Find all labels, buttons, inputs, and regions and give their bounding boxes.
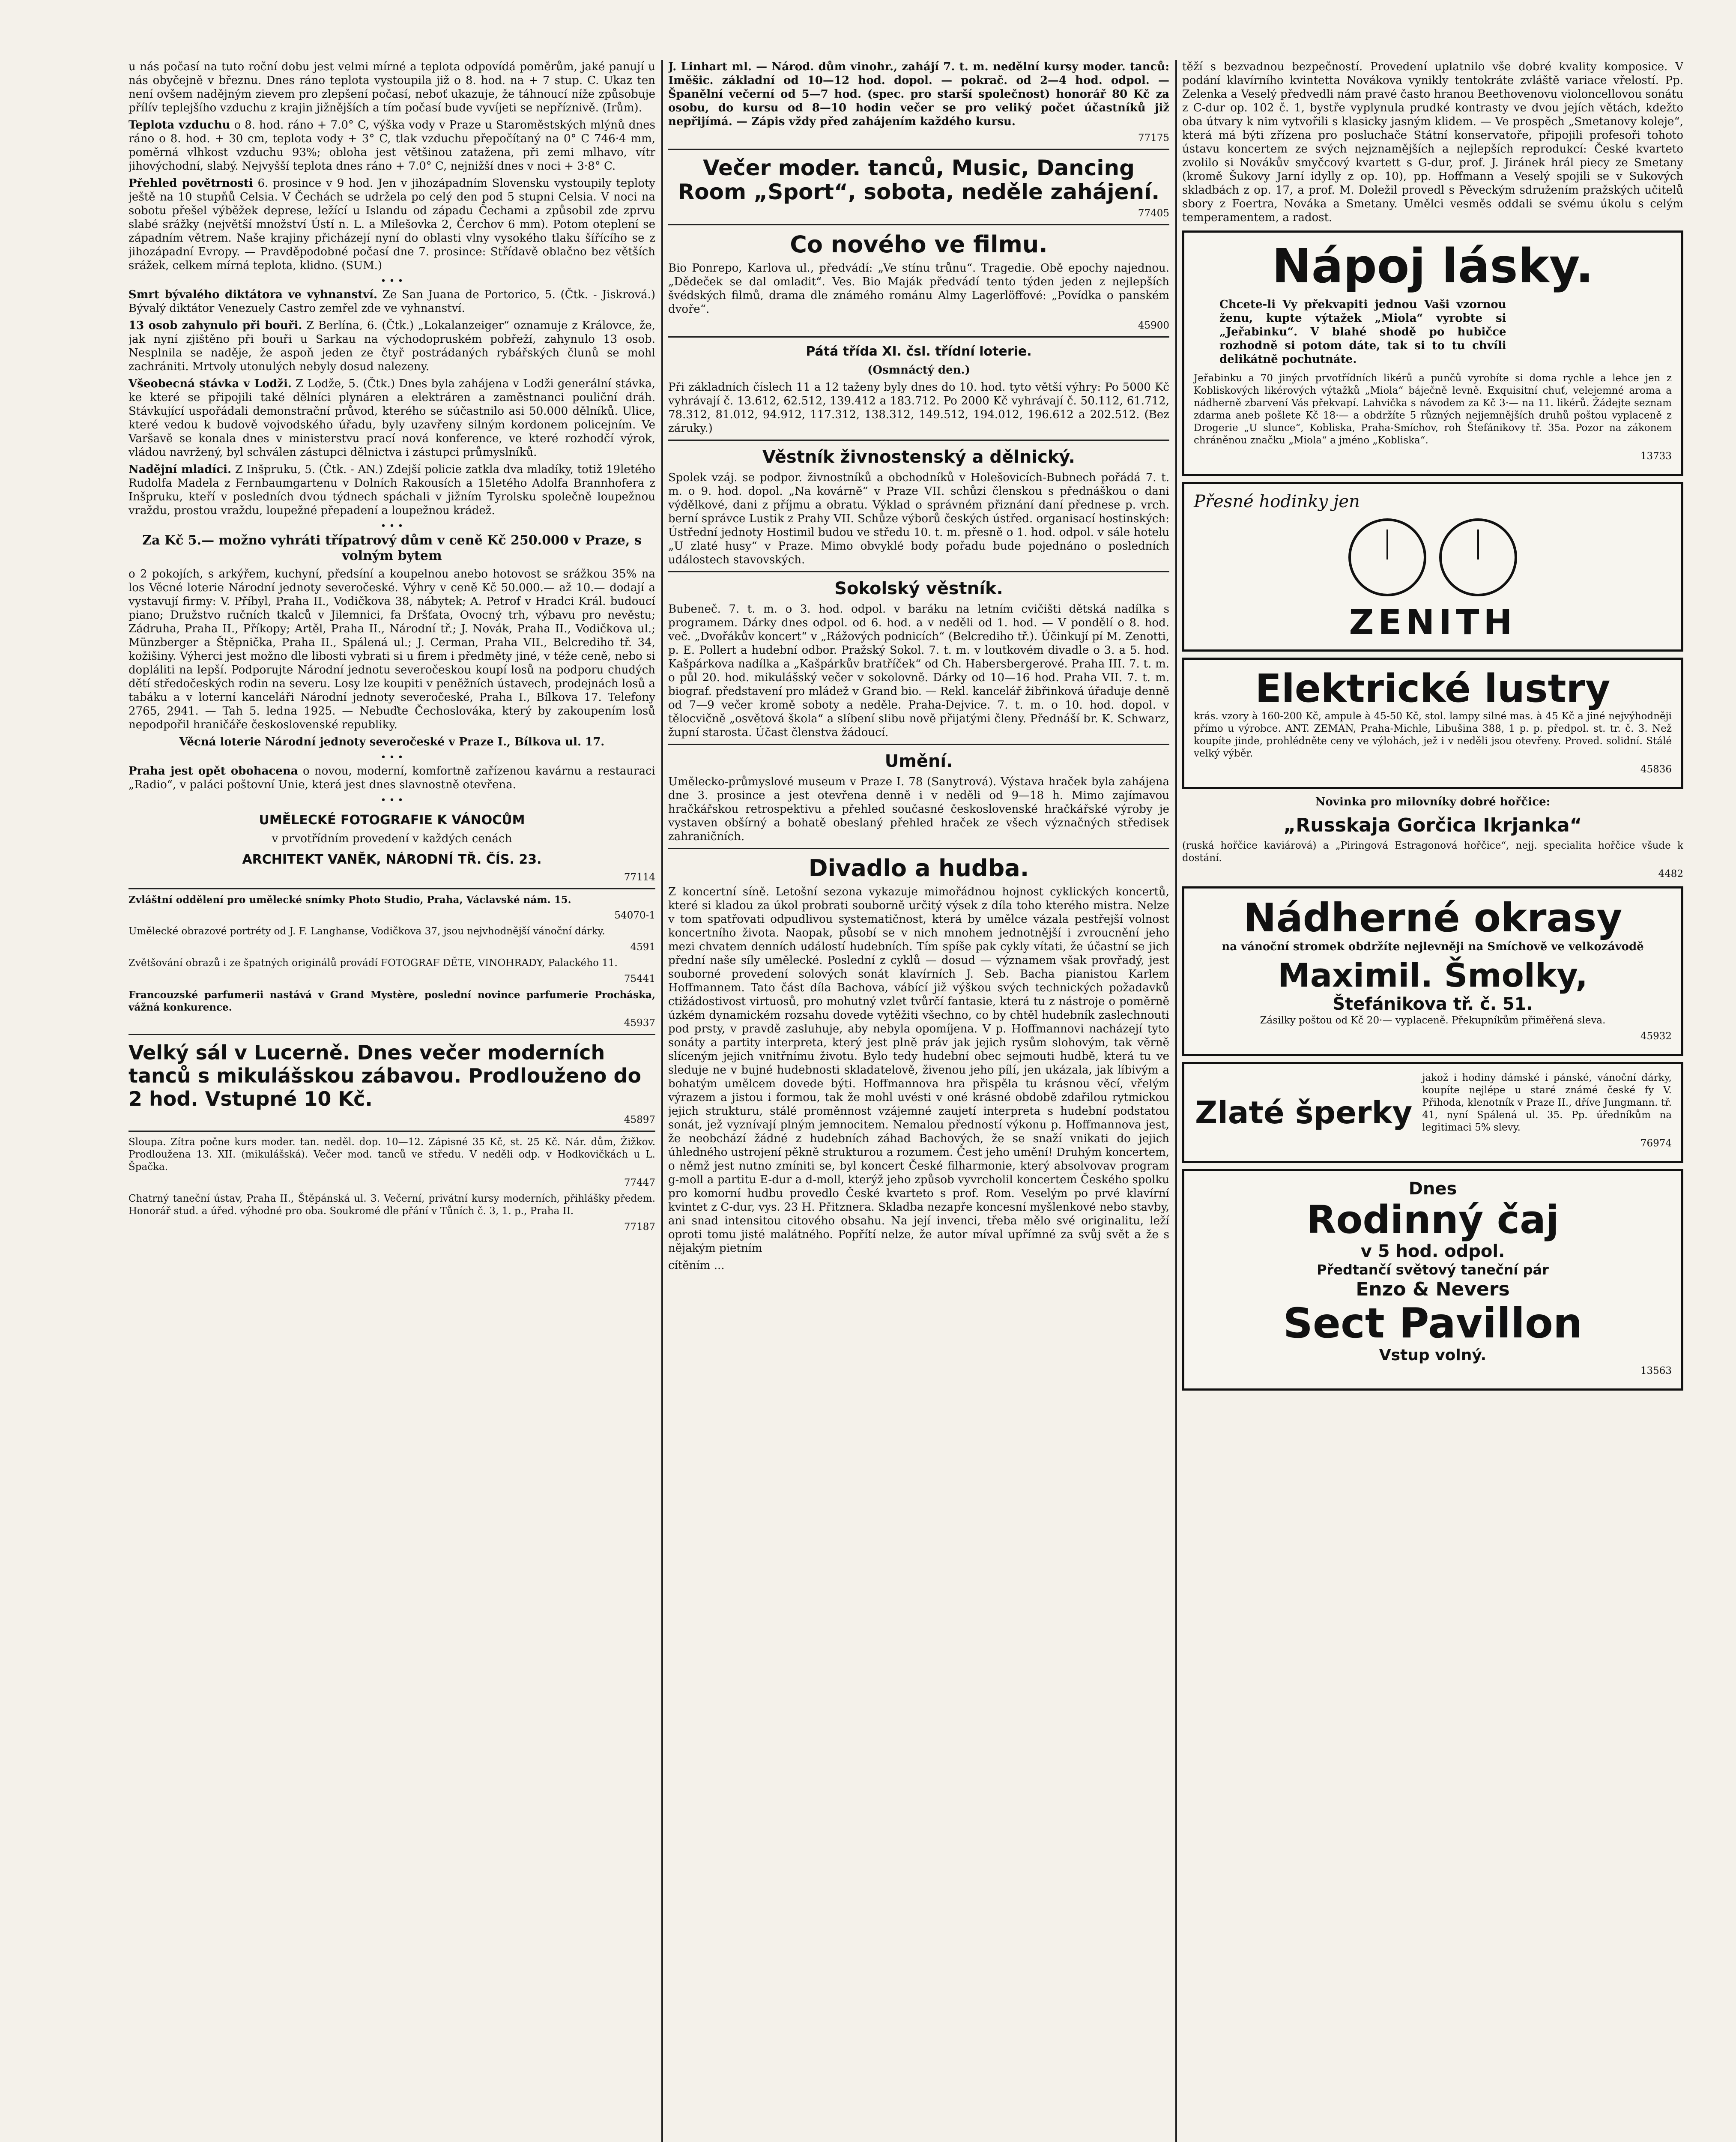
ad-napoj-title: Nápoj lásky.: [1272, 239, 1594, 293]
loto-body: Při základních číslech 11 a 12 taženy byly dnes do 10. hod. tyto větší výhry: Po 5000 Kč vyhrávají č. 13.612, 62.512, 139.412 a 183.712. Po 2000 Kč vyhrávají č. 50.112, 61.712, 78.312, 81.012, 94.912, 117.312, 138.312, 149.512, 194.012, 196.612 a 202.512. (Bez záruky.): [668, 381, 1169, 435]
pocket-watch-icon: [1348, 518, 1426, 596]
ad-sport: Večer moder. tanců, Music, Dancing Room „Sport“, sobota, neděle zahájení.: [678, 156, 1160, 204]
ad-sperky-code: 76974: [1640, 1138, 1672, 1149]
ad-caj-code: 13563: [1640, 1365, 1672, 1376]
ad-gorcica: [1182, 795, 1683, 880]
ad-caj-title: Rodinný čaj: [1306, 1197, 1559, 1242]
theatre-body: Z koncertní síně. Letošní sezona vykazuje mimořádnou hojnost cyklických koncertů, které si kladou za úkol probrati souborně určitý výsek z díla toho kterého mistra. Nelze v tom spatřovati odpudlivou systematičnost, která by umělce vázala pestřejší volnost koncertního života. Naopak, působí se v nich mnohem jednotnější i zvroucnění jeho mezi chvatem denních událostí hudebních. Tím spíše pak cykly vítati, že účastní se jich přední naše síly umělecké. Poslední z cyklů — dosud — významem však provřadý, jest souborné provedení solových sonát klavírních J. Seb. Bacha pianistou Karlem Hoffmannem. Tato část díla Bachova, vábící již výškou svých technických požadavků ctižádostivost virtuosů, pro mohutný vzlet tvůrčí fantasie, která tu z nástroje o poměrně úzkém dynamickém rozsahu dovede vytěžiti všechno, co by chtěl hudebník zaslechnouti pod prsty, v pravdě zasluhuje, aby nebyla opomíjena. V p. Hoffmannovi nacházejí tyto sonáty a partity interpreta, který jest plně práv jak jejich rysům slohovým, tak věrně slíceným jejich vnitřnímu životu. Bylo tedy hudební obec sejmouti hudbě, která tu ve sleduje ne v bujné hudebnosti skladatelově, živenou jeho pílí, jen ukázala, jak líbivým a bohatým umělcem dovede býti. Hoffmannova hra přispěla tu krásnou věcí, vřelým výrazem a jistou i formou, tak že mohl uvésti v oné krásné obdobě zdařilou rytmickou jejich strukturu, stálé proměnnost vzájemné zaujetí interpreta s hudební podstatou sonát, jež vyznívají plným jemnocitem. Nemalou předností výkonu p. Hoffmannova jest, že neobchází žádné z hudebních záhad Bachových, že se snaží vnikati do jejich úhledného ustrojení pěkně strukturou a rozumem. Čest jeho umění! Druhým koncertem, o němž jest nutno zmíniti se, byl koncert České filharmonie, který absolvovav program g-moll a partitu E-dur a d-moll, kterýž jeho způsob vyvrcholil koncertem Českého spolku pro komorní hudbu provedlo České kvarteto s prof. Rom. Veselým po prvé klavírní kvintet z C-dur, vys. 23 H. Přitznera. Skladba nezapře koncesní myšlenkové nebo stavby, ani snad intensitou citového obsahu. Na její invenci, třeba mělo své originalitu, leží oproti tomu jisté malátného. Popřítí nelze, že autor míval upřímné za svůj svět a že s nějakým pietním: [668, 886, 1169, 1255]
weather-temp: [128, 118, 655, 173]
lottery-foot: Věcná loterie Národní jednoty severočeské v Praze I., Bílkova ul. 17.: [179, 736, 605, 748]
ad-foto-head: UMĚLECKÉ FOTOGRAFIE K VÁNOCŮM: [259, 813, 525, 828]
divider: [668, 336, 1169, 338]
news4-head: Nadějní mladíci.: [128, 463, 232, 476]
temp-head: Teplota vzduchu: [128, 119, 230, 132]
film-body: Bio Ponrepo, Karlova ul., předvádí: „Ve stínu trůnu“. Tragedie. Obě epochy najednou. „Dědeček se dal omladit“. Ves. Bio Maják předvádí tento týden jeden z nejlepších švédských filmů, drama dle známého románu Almy Lagerlöffové: „Povídka o panském dvoře“.: [668, 262, 1169, 316]
ad-lustry-body: krás. vzory à 160-200 Kč, ampule à 45-50 Kč, stol. lampy silné mas. à 45 Kč a jiné nejvýhodněji přímo u výrobce. ANT. ZEMAN, Praha-Michle, Libušina 388, 1 p. p. předpol. st. tr. č. 3. Než koupíte jinde, prohlédněte ceny ve výlohách, jež i v neděli jsou otevřeny. Proved. solidní. Stálé velký výběr.: [1194, 711, 1672, 759]
ad-napoj-lasky: [1182, 230, 1683, 476]
divider: [668, 571, 1169, 572]
dance-course-code: 77175: [1138, 132, 1169, 144]
ad-foto-address: ARCHITEKT VANĚK, NÁRODNÍ TŘ. ČÍS. 23.: [242, 852, 542, 867]
ad-studio-3: Zvětšování obrazů i ze špatných originálů provádí FOTOGRAF DĚTE, VINOHRADY, Palackého 11.: [128, 957, 618, 969]
column-right: [1182, 60, 1683, 2142]
film-code: 45900: [1138, 320, 1169, 331]
ad-sloupa-code: 77447: [624, 1177, 655, 1188]
divider: [668, 149, 1169, 150]
ad-sperky-title: Zlaté šperky: [1195, 1095, 1413, 1131]
ad-studio-1-code: 54070-1: [614, 910, 655, 921]
ad-caj-place: Sect Pavillon: [1283, 1299, 1583, 1347]
divider: [668, 440, 1169, 441]
pocket-watch-icon: [1439, 518, 1517, 596]
ad-lustry: [1182, 658, 1683, 789]
divider: [668, 224, 1169, 225]
news3-body: Z Lodže, 5. (Čtk.) Dnes byla zahájena v Lodži generální stávka, ke které se připojili také dělníci plynáren a elektráren a zaměstnanci pouliční dráh. Stávkující uspořádali demonstrační průvod, kterého se súčastnilo asi 50.000 dělníků. Ulice, které vedou k budově vojvodského úřadu, byly uzavřeny silným kordonem policejním. Ve Varšavě se konala dnes v ministerstvu prací nová konference, ve které rozhodčí výrok, vládou navržený, byl schválen zástupci dělnictva i zástupci průmyslníků.: [128, 377, 655, 459]
dots: • • •: [380, 795, 403, 806]
ad-gorcica-title: „Russkaja Gorčica Ikrjanka“: [1283, 814, 1582, 836]
column-left: [128, 60, 655, 2142]
news-storm: [128, 319, 655, 374]
ad-foto-code: 77114: [624, 872, 655, 883]
loto-sub: (Osmnáctý den.): [867, 364, 970, 377]
theatre-head: Divadlo a hudba.: [808, 855, 1029, 882]
ad-caj: [1182, 1169, 1683, 1391]
ad-caj-foot: Vstup volný.: [1379, 1346, 1487, 1364]
ad-caj-pair: Enzo & Nevers: [1356, 1278, 1510, 1300]
weather-intro: u nás počasí na tuto roční dobu jest velmi mírné a teplota odpovídá poměrům, jaké panují u nás obyčejně v březnu. Dnes ráno teplota vystoupila již o 8. hod. na + 7 stup. C. Ukaz ten není ovšem nadějným zievem pro zlepšení počasí, neboť ukazuje, že táhnoucí níže způsobuje přílív teplejšího vzduchu z krajin jižnějších a tím počasí bude vyvíjeti se nepříznivě. (Irům).: [128, 60, 655, 114]
theatre-tail: cítěním ...: [668, 1259, 725, 1272]
column-rule-1: [661, 60, 663, 2142]
dots: • • •: [380, 521, 403, 532]
dots: • • •: [380, 752, 403, 763]
ad-zenith: [1182, 482, 1683, 652]
divider: [668, 744, 1169, 745]
ad-studio-2-code: 4591: [630, 942, 655, 953]
column-rule-2: [1175, 60, 1177, 2142]
ad-okrasy-addr: Štefánikova tř. č. 51.: [1333, 994, 1533, 1014]
ad-gorcica-head: Novinka pro milovníky dobré hořčice:: [1315, 796, 1551, 808]
ad-sperky-text: [1422, 1072, 1672, 1153]
ad-tanec: Chatrný taneční ústav, Praha II., Štěpánská ul. 3. Večerní, privátní kursy moderních, přihlášky předem. Honorář stud. a úřed. výhodné pro oba. Soukromé dle přání v Tůních č. 3, 1. p., Praha II.: [128, 1193, 655, 1217]
news3-head: Všeobecná stávka v Lodži.: [128, 377, 292, 390]
ad-caj-sub2: Předtančí světový taneční pár: [1317, 1262, 1549, 1278]
art-body: Umělecko-průmyslové museum v Praze I. 78 (Sanytrová). Výstava hraček byla zahájena dne 3. prosince a jest otevřena denně i v neděli od 9—18 h. Mimo zajímavou hračkářskou retrospektivu a přehled současné československé hračkářské výroby je vystaven obšírný a bohatě obeslaný přehled hraček ze všech význačných středisek zahraničních.: [668, 775, 1169, 843]
trade-body: Spolek vzáj. se podpor. živnostníků a obchodníků v Holešovicích-Bubnech pořádá 7. t. m. o 9. hod. dopol. „Na kovárně“ v Praze VII. schůzi členskou s přednáškou o dani výdělkové, dani z příjmu a obratu. Výklad o správném přiznání daní přednese p. vrch. berní správce Lustik z Prahy VII. Schůze výborů českých ústřed. organisací hostinských: Ústřední jednoty Hostimil budou ve středu 10. t. m. přesně o 1. hod. odpol. v sále hotelu „U zlaté husy“ v Praze. Mimo obvyklé body pořadu bude pojednáno o posledních událostech stavovských.: [668, 471, 1169, 566]
lottery-body: o 2 pokojích, s arkýřem, kuchyní, předsíní a koupelnou anebo hotovost se srážkou 35% na los Věcné loterie Národní jednoty severočeské. Výhry v ceně Kč 50.000.— až 10.— dodají a vystavují firmy: V. Příbyl, Praha II., Vodičkova 38, nábytek; A. Petrof v Hradci Král. budoucí piano; Družstvo ručních tkalců v Jilemnici, fa Dršťata, Ovocný trh, výbavu pro nevěstu; Zádruha, Praha II., Příkopy; Artěl, Praha II., Národní tř.; J. Novák, Praha II., Vodičkova ul.; Münzberger a Štěpnička, Praha II., Spálená ul.; J. Cerman, Praha VII., Belcrediho tř. 34, kožišiny. Výherci jest možno dle libosti vybrati si u firem i předměty jiné, v téže ceně, nebo si dopláliti na lepší. Podporujte Národní jednotu severočeskou koupí losů na podporu chudých dětí středočeských rodin na severu. Losy lze koupiti v peněžních ústavech, prodejnách losů a tabáku a v loterní kanceláři Národní jednoty severočeské, Praha I., Bílkova 17. Telefony 2765, 2941. — Tah 5. ledna 1925. — Nebuďte Čechoslováka, který by zakoupením losů nepodpořil hraničáře československé republiky.: [128, 568, 655, 731]
ad-caj-head: Dnes: [1408, 1179, 1457, 1199]
lottery-head: Za Kč 5.— možno vyhráti třípatrový dům v ceně Kč 250.000 v Praze, s volným bytem: [142, 533, 642, 563]
ad-napoj-body: Chcete-li Vy překvapiti jednou Vaši vzornou ženu, kupte výtažek „Miola“ vyrobte si „Jeřabinku“. V blahé shodě po hubičce rozhodně si potom dáte, tak si to tu chvíli delikátně pochutnáte.: [1219, 298, 1506, 366]
forecast-body: 6. prosince v 9 hod. Jen v jihozápadním Slovensku vystoupily teploty ještě na 10 stupňů Celsia. V Čechách se udržela po celý den pod 5 stupni Celsia. V noci na sobotu přešel výběžek deprese, ležící u Islandu od západu Čechami a způsobil zde zprvu slabé srážky (největší množství Ústí n. L. a Milešovka 2, Čerchov 6 mm). Potom oteplení se západním větrem. Naše krajiny přicházejí nyní do oblasti vlny vysokého tlaku šířícího se z jihozápadní Evropy. — Pravděpodobné počasí dne 7. prosince: Střídavě oblačno bez větších srážek, celkem mírná teplota, klidno. (SUM.): [128, 177, 655, 272]
ad-caj-sub: v 5 hod. odpol.: [1360, 1242, 1505, 1261]
ad-sperky-body: jakož i hodiny dámské i pánské, vánoční dárky, koupíte nejlépe u staré známé české fy V. Přihoda, klenotník v Praze II., dříve Jungmann. tř. 41, nyní Spálená ul. 35. Pp. úředníkům na legitimaci 5% slevy.: [1422, 1072, 1672, 1133]
dance-course: J. Linhart ml. — Národ. dům vinohr., zahájí 7. t. m. nedělní kursy moder. tanců: Iměšic. základní od 10—12 hod. dopol. — pokrač. od 2—4 hod. odpol. — Španělní večerní od 5—7 hod. (spec. pro starší společnost) honorář 80 Kč za osobu, do kursu od 8—10 hodin večer se pro veliký počet účastníků již nepřijímá. — Zápis vždy před zahájením každého kursu.: [668, 60, 1169, 128]
dots: • • •: [380, 276, 403, 287]
news2-head: 13 osob zahynulo při bouři.: [128, 319, 302, 332]
ad-okrasy: [1182, 886, 1683, 1056]
ad-studio-3-code: 75441: [624, 973, 655, 984]
ad-lucerna: Velký sál v Lucerně. Dnes večer moderních tanců s mikulášskou zábavou. Prodlouženo do 2 hod. Vstupné 10 Kč.: [128, 1041, 642, 1110]
cafe-body: o novou, moderní, komfortně zařízenou kavárnu a restauraci „Radio“, v paláci poštovní Unie, která jest dnes slavnostně otevřena.: [128, 765, 655, 791]
ad-napoj-foot: Jeřabinku a 70 jiných prvotřídních likérů a punčů vyrobíte si doma rychle a lehce jen z Kobliskových likérových výtažků „Miola“ báječně levně. Exquisitní chuť, velejemné aroma a nádherně zbarvení Vás překvapí. Lahvička s návodem za Kč 3·— na 11. likérů. Žádejte seznam zdarma aneb pošlete Kč 18·— a obdržíte 5 různých nejjemnějších druhů poštou vyplaceně z Drogerie „U slunce“, Kobliska, Praha-Smíchov, roh Štefánikovy tř. 35a. Pozor na zákonem chráněnou značku „Miola“ a jméno „Kobliska“.: [1194, 373, 1672, 446]
news4-body: Z Inšpruku, 5. (Čtk. - AN.) Zdejší policie zatkla dva mladíky, totiž 19letého Rudolfa Madela z Fernbaumgartenu v Dolních Rakousích a 15letého Adolfa Brannhofera z Inšpruku, kteří v posledních dvou týdnech spáchali v jižním Tyrolsku společně loupežnou vraždu, prostou vraždu, loupežné přepadení a loupežnou krádež.: [128, 463, 655, 517]
forecast: [128, 177, 655, 272]
divider: [128, 1034, 655, 1035]
column-middle: [668, 60, 1169, 2142]
ad-okrasy-sub: na vánoční stromek obdržíte nejlevněji na Smíchově ve velkozávodě: [1222, 940, 1644, 953]
ad-watch-slogan: Přesné hodinky jen: [1194, 492, 1360, 512]
news-lodz: [128, 377, 655, 459]
ad-lustry-code: 45836: [1640, 764, 1672, 775]
news-innsbruck: [128, 463, 655, 518]
news-castro: [128, 288, 655, 315]
ad-gorcica-code: 4482: [1658, 868, 1683, 880]
ad-okrasy-name: Maximil. Šmolky,: [1278, 956, 1588, 994]
ad-okrasy-title: Nádherné okrasy: [1243, 895, 1622, 941]
ad-watch-brand: ZENITH: [1349, 602, 1517, 642]
ad-studio-1: Zvláštní oddělení pro umělecké snímky Photo Studio, Praha, Václavské nám. 15.: [128, 894, 571, 906]
ad-parfum: Francouzské parfumerii nastává v Grand Mystère, poslední novince parfumerie Procháska, vážná konkurence.: [128, 989, 655, 1013]
ad-okrasy-foot: Zásilky poštou od Kč 20·— vyplaceně. Překupníkům přiměřená sleva.: [1260, 1015, 1606, 1026]
newspaper-page: [26, 26, 1710, 2142]
cafe-radio: [128, 764, 655, 792]
cafe-head: Praha jest opět obohacena: [128, 765, 298, 778]
divider: [128, 888, 655, 889]
sokol-body: Bubeneč. 7. t. m. o 3. hod. odpol. v baráku na letním cvičišti dětská nadílka s programem. Dárky dnes odpol. od 6. hod. a v neděli od 1. hod. — V pondělí o 8. hod. več. „Dvořákův koncert“ v „Rážových podnicích“ (Belcrediho tř.). Účinkují pí M. Zenotti, p. E. Pollert a hudební odbor. Pražský Sokol. 7. t. m. v loutkovém divadle o 3. a 5. hod. Kašpárkova nadílka a „Kašpárkův bratříček“ od Ch. Habersbergerové. Praha III. 7. t. m. o půl 20. hod. mikulášský večer v sokolovně. Dárky od 10—16 hod. Praha VII. 7. t. m. biograf. představení pro mládež v Grand bio. — Rekl. kancelář žibřinková úřaduje denně od 7—9 večer kromě soboty a neděle. Praha-Dejvice. 7. t. m. o 10. hod. dopol. v tělocvičně „osvětová škola“ a slíbení slibu nově přijatými členy. Přednáší br. K. Schwarz, župní starosta. Účast členstva žádoucí.: [668, 603, 1169, 739]
divider: [128, 1131, 655, 1132]
ad-studio-2: Umělecké obrazové portréty od J. F. Langhanse, Vodičkova 37, jsou nejvhodnější vánoční dárky.: [128, 926, 605, 937]
ad-lucerna-code: 45897: [624, 1114, 655, 1125]
ad-okrasy-code: 45932: [1640, 1031, 1672, 1042]
ad-tanec-code: 77187: [624, 1221, 655, 1233]
sokol-head: Sokolský věstník.: [834, 579, 1003, 598]
ad-lustry-title: Elektrické lustry: [1255, 666, 1611, 711]
ad-sport-code: 77405: [1138, 208, 1169, 219]
ad-foto-line: v prvotřídním provedení v každých cenách: [272, 832, 512, 845]
ad-gorcica-body: (ruská hořčice kaviárová) a „Piringová Estragonová hořčice“, nejj. specialita hořčice všude k dostání.: [1182, 840, 1683, 864]
concert-review: těží s bezvadnou bezpečností. Provedení uplatnilo vše dobré kvality komposice. V podání klavírního kvintetta Novákova vynikly tentokráte zvláště variace vřelostí. Pp. Zelenka a Veselý předvedli nám pravé často hranou Beethovenovu violoncellovou sonátu z C-dur op. 102 č. 1, bystře vyplynula prudké kontrasty ve dvou jejích větách, kdežto oba útvary k nim vytvořili s klasicky jasným klidem. — Ve prospěch „Smetanovy koleje“, která má býti zřízena pro posluchače Státní konservatoře, připojili profesoři tohoto ústavu koncertem ze svých nejznamějších a nejlepších reprodukcí: České kvarteto zvolilo si Novákův smyčcový kvartett s G-dur, prof. J. Jiránek hrál piecy ze Smetany (kromě Šukovy Jarní idylly z op. 10), pp. Hoffmann a Veselý spojili se v Sukových skladbách z op. 17, a prof. M. Doležil provedl s Pěveckým sdružením pražských učitelů sbory z Foertra, Nováka a Smetany. Umělci vesměs oddali se svému úkolu s celým temperamentem, a radost.: [1182, 60, 1683, 224]
ad-sperky: [1182, 1062, 1683, 1163]
forecast-head: Přehled povětrnosti: [128, 177, 253, 190]
divider: [668, 848, 1169, 849]
ad-napoj-code: 13733: [1640, 451, 1672, 462]
news1-body: Ze San Juana de Portorico, 5. (Čtk. - Jiskrová.) Bývalý diktátor Venezuely Castro zemřel zde ve vyhnanství.: [128, 288, 655, 315]
film-head: Co nového ve filmu.: [790, 231, 1048, 258]
news1-head: Smrt bývalého diktátora ve vyhnanství.: [128, 288, 378, 301]
watch-illustration: [1194, 518, 1672, 596]
trade-head: Věstník živnostenský a dělnický.: [762, 447, 1075, 467]
loto-head: Pátá třída XI. čsl. třídní loterie.: [806, 344, 1032, 359]
ad-parfum-code: 45937: [624, 1017, 655, 1029]
art-head: Umění.: [884, 751, 953, 771]
news2-body: Z Berlína, 6. (Čtk.) „Lokalanzeiger“ oznamuje z Královce, že, jak nyní zjištěno při bouři u Sarkau na východopruském pobřeží, zahynulo 13 osob. Nesplnila se naděje, že aspoň jeden ze čtyř postrádaných rybářských člunů se mohl zachrániti. Mrtvoly utonulých nebyly dosud nalezeny.: [128, 319, 655, 373]
ad-sloupa: Sloupa. Zítra počne kurs moder. tan. neděl. dop. 10—12. Zápisné 35 Kč, st. 25 Kč. Nár. dům, Žižkov. Prodloužena 13. XII. (mikulášská). Večer mod. tanců ve středu. V neděli odp. v Hodkovičkách u L. Špačka.: [128, 1137, 655, 1173]
temp-body: o 8. hod. ráno + 7.0° C, výška vody v Praze u Staroměstských mlýnů dnes ráno o 8. hod. + 30 cm, teplota vody + 3° C, tlak vzduchu přepočítaný na 0° C 746·4 mm, poměrná vlhkost vzduchu 93%; obloha jest většinou zatažena, při zemi mlhavo, vítr jihovýchodní, slabý. Nejvyšší teplota dnes ráno + 7.0° C, nejnižší dnes v noci + 3·8° C.: [128, 119, 655, 173]
